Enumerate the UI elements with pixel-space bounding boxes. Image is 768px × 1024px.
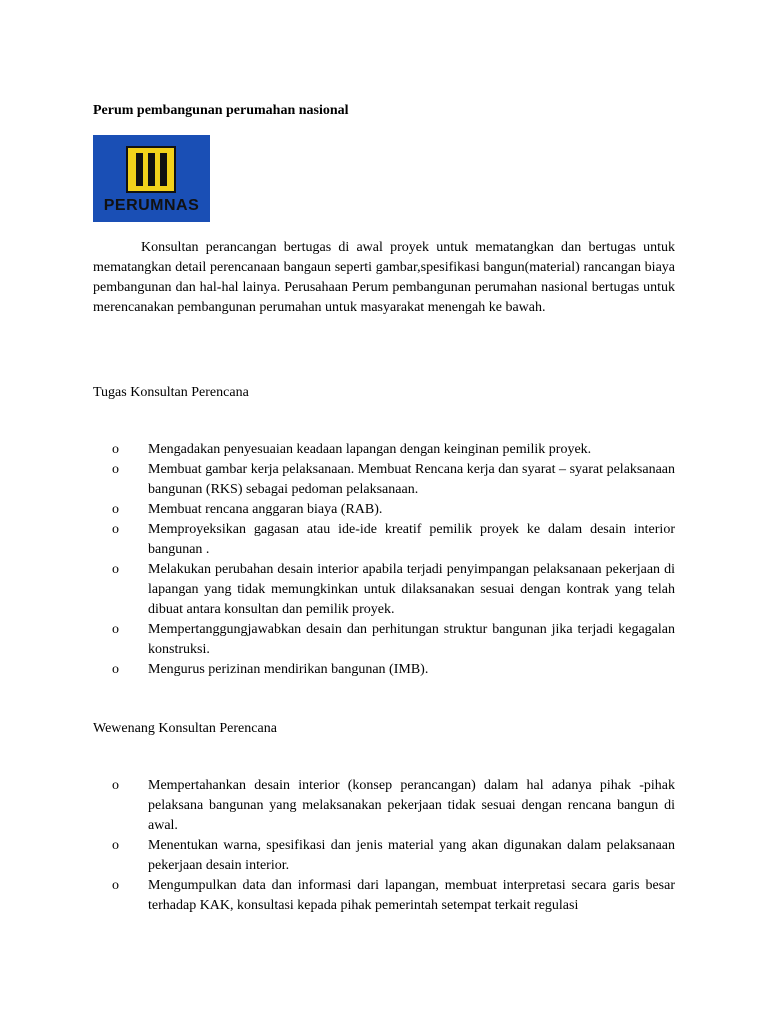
document-title: Perum pembangunan perumahan nasional <box>93 103 349 118</box>
bullet-icon: o <box>112 562 119 577</box>
list-item-text: Membuat gambar kerja pelaksanaan. Membuat Rencana kerja dan syarat – syarat pelaksanaan bangunan (RKS) sebagai pedoman pelaksanaan. <box>148 462 675 497</box>
list-item-text: Mengumpulkan data dan informasi dari lapangan, membuat interpretasi secara garis besar terhadap KAK, konsultasi kepada pihak pemerintah setempat terkait regulasi <box>148 878 675 913</box>
bullet-icon: o <box>112 838 119 853</box>
list-item-text: Memproyeksikan gagasan atau ide-ide kreatif pemilik proyek ke dalam desain interior bangunan . <box>148 522 675 557</box>
bullet-icon: o <box>112 662 119 677</box>
list-item-text: Menentukan warna, spesifikasi dan jenis material yang akan digunakan dalam pelaksanaan pekerjaan desain interior. <box>148 838 675 873</box>
list-item <box>93 776 675 836</box>
list-item <box>93 876 675 916</box>
bullet-icon: o <box>112 462 119 477</box>
bullet-icon: o <box>112 778 119 793</box>
list-item <box>93 500 675 520</box>
perumnas-logo-mark-icon <box>126 146 176 193</box>
list-item-text: Mempertahankan desain interior (konsep perancangan) dalam hal adanya pihak -pihak pelaksana bangunan yang melaksanakan pekerjaan tidak sesuai dengan rencana bangun di awal. <box>148 778 675 833</box>
list-item <box>93 440 675 460</box>
bullet-icon: o <box>112 622 119 637</box>
bullet-icon: o <box>112 502 119 517</box>
perumnas-logo <box>93 135 210 222</box>
list-item <box>93 660 675 680</box>
tugas-list <box>93 440 675 680</box>
intro-paragraph: Konsultan perancangan bertugas di awal proyek untuk mematangkan dan bertugas untuk mematangkan detail perencanaan bangaun seperti gambar,spesifikasi bangun(material) rancangan biaya pembangunan dan hal-hal lainya. Perusahaan Perum pembangunan perumahan nasional bertugas untuk merencanakan pembangunan perumahan untuk masyarakat menengah ke bawah. <box>93 240 675 315</box>
list-item-text: Membuat rencana anggaran biaya (RAB). <box>148 502 383 517</box>
list-item <box>93 560 675 620</box>
tugas-heading: Tugas Konsultan Perencana <box>93 385 249 400</box>
bullet-icon: o <box>112 442 119 457</box>
list-item <box>93 520 675 560</box>
list-item-text: Mengadakan penyesuaian keadaan lapangan dengan keinginan pemilik proyek. <box>148 442 592 457</box>
list-item-text: Mempertanggungjawabkan desain dan perhitungan struktur bangunan jika terjadi kegagalan konstruksi. <box>148 622 675 657</box>
wewenang-list <box>93 776 675 916</box>
wewenang-heading: Wewenang Konsultan Perencana <box>93 721 277 736</box>
logo-wordmark: PERUMNAS <box>103 197 200 214</box>
bullet-icon: o <box>112 878 119 893</box>
list-item-text: Mengurus perizinan mendirikan bangunan (IMB). <box>148 662 429 677</box>
list-item <box>93 460 675 500</box>
list-item <box>93 836 675 876</box>
list-item <box>93 620 675 660</box>
bullet-icon: o <box>112 522 119 537</box>
list-item-text: Melakukan perubahan desain interior apabila terjadi penyimpangan pelaksanaan pekerjaan di lapangan yang tidak memungkinkan untuk dilaksanakan sesuai dengan kontrak yang telah dibuat antara konsultan dan pemilik proyek. <box>148 562 675 617</box>
